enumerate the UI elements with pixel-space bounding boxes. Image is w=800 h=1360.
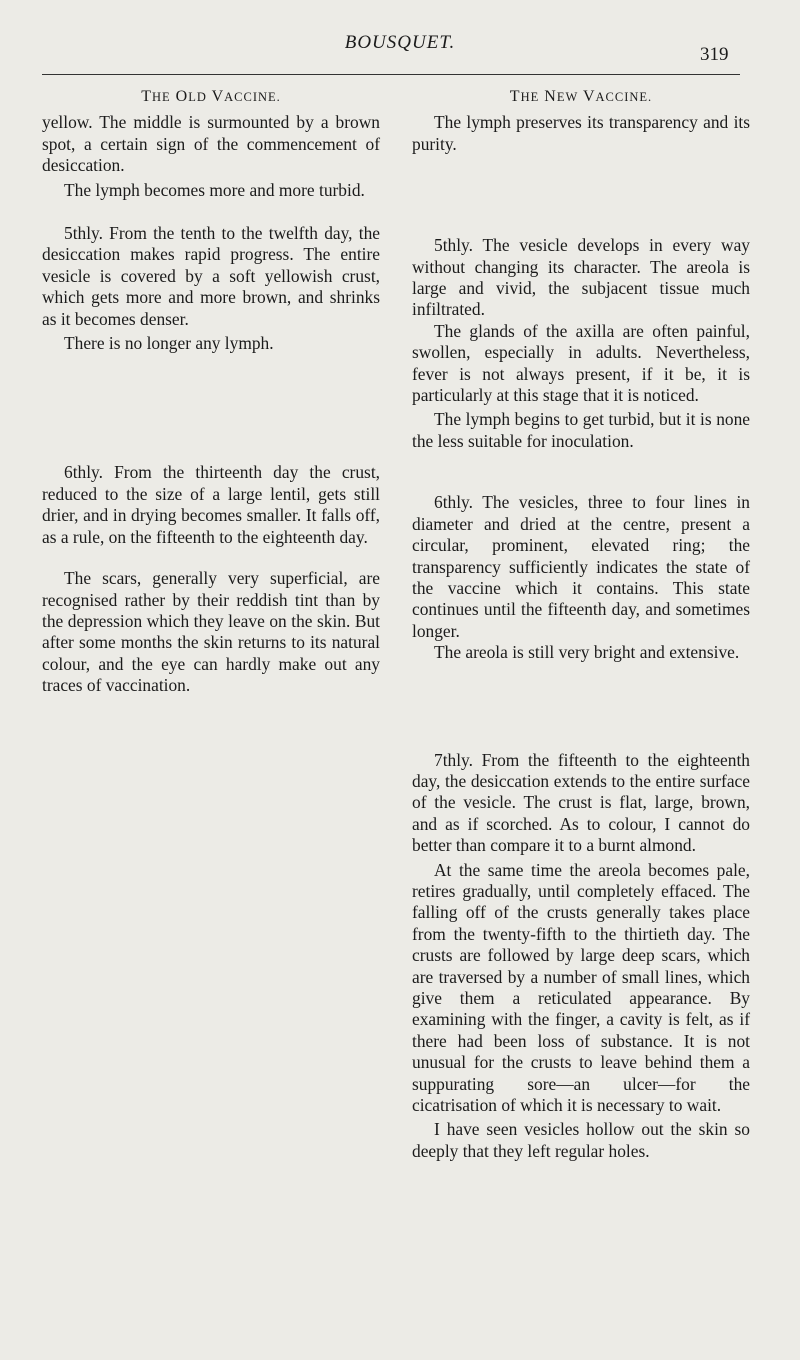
old-para-5thly: 5thly. From the tenth to the twelfth day, the desiccation makes rapid progress. The entire vesicle is covered by a soft yellowish crust, which gets more and more brown, and shrinks as it becomes denser. xyxy=(42,223,380,329)
new-para-areola-bright: The areola is still very bright and extensive. xyxy=(434,642,740,663)
old-para-lymph-turbid: The lymph becomes more and more turbid. xyxy=(64,179,365,200)
new-para-6thly: 6thly. The vesicles, three to four lines in diameter and dried at the centre, present a circular, prominent, elevated ring; the transparency sufficiently indicates the state of the vaccine which it contains. This state continues until the fifteenth day, and sometimes longer. xyxy=(412,492,750,641)
new-para-areola-pale: At the same time the areola becomes pale, retires gradually, until completely effaced. The falling off of the crusts generally takes place from the twenty-fifth to the thirtieth day. The crusts are followed by large deep scars, which are traversed by a number of small lines, which give them a reticulated appearance. By examining with the finger, a cavity is felt, as if there had been loss of substance. It is not unusual for the crusts to leave behind them a suppurating sore—an ulcer—for the cicatrisation of which it is necessary to wait. xyxy=(412,859,750,1116)
new-vaccine-heading: THE NEW VACCINE. xyxy=(509,88,653,105)
old-para-no-lymph: There is no longer any lymph. xyxy=(64,333,274,354)
old-para-6thly: 6thly. From the thirteenth day the crust, reduced to the size of a large lentil, gets still drier, and in drying becomes smaller. It falls off, as a rule, on the fifteenth to the eighteenth day. xyxy=(42,462,380,547)
old-vaccine-heading: THE OLD VACCINE. xyxy=(141,88,281,105)
new-para-lymph-turbid: The lymph begins to get turbid, but it is none the less suitable for inoculation. xyxy=(412,409,750,451)
old-para-scars: The scars, generally very superficial, are recognised rather by their reddish tint than by the depression which they leave on the skin. But after some months the skin returns to its natural colour, and the eye can hardly make out any traces of vaccination. xyxy=(42,568,380,696)
new-para-glands: The glands of the axilla are often painful, swollen, especially in adults. Nevertheless, fever is not always present, if it be, it is particularly at this stage that it is noticed. xyxy=(412,320,750,406)
new-para-transparency: The lymph preserves its transparency and its purity. xyxy=(412,112,750,154)
page-number: 319 xyxy=(700,44,729,65)
new-vaccine-column xyxy=(412,86,750,1162)
header-rule xyxy=(42,74,740,75)
old-para-yellow: yellow. The middle is surmounted by a brown spot, a certain sign of the commencement of desiccation. xyxy=(42,112,380,176)
old-vaccine-column xyxy=(42,86,380,697)
new-para-holes: I have seen vesicles hollow out the skin so deeply that they left regular holes. xyxy=(412,1119,750,1161)
running-title: BOUSQUET. xyxy=(344,32,456,53)
new-para-5thly: 5thly. The vesicle develops in every way without changing its character. The areola is large and vivid, the subjacent tissue much infiltrated. xyxy=(412,235,750,320)
new-para-7thly: 7thly. From the fifteenth to the eighteenth day, the desiccation extends to the entire surface of the vesicle. The crust is flat, large, brown, and as if scorched. As to colour, I cannot do better than compare it to a burnt almond. xyxy=(412,749,750,856)
